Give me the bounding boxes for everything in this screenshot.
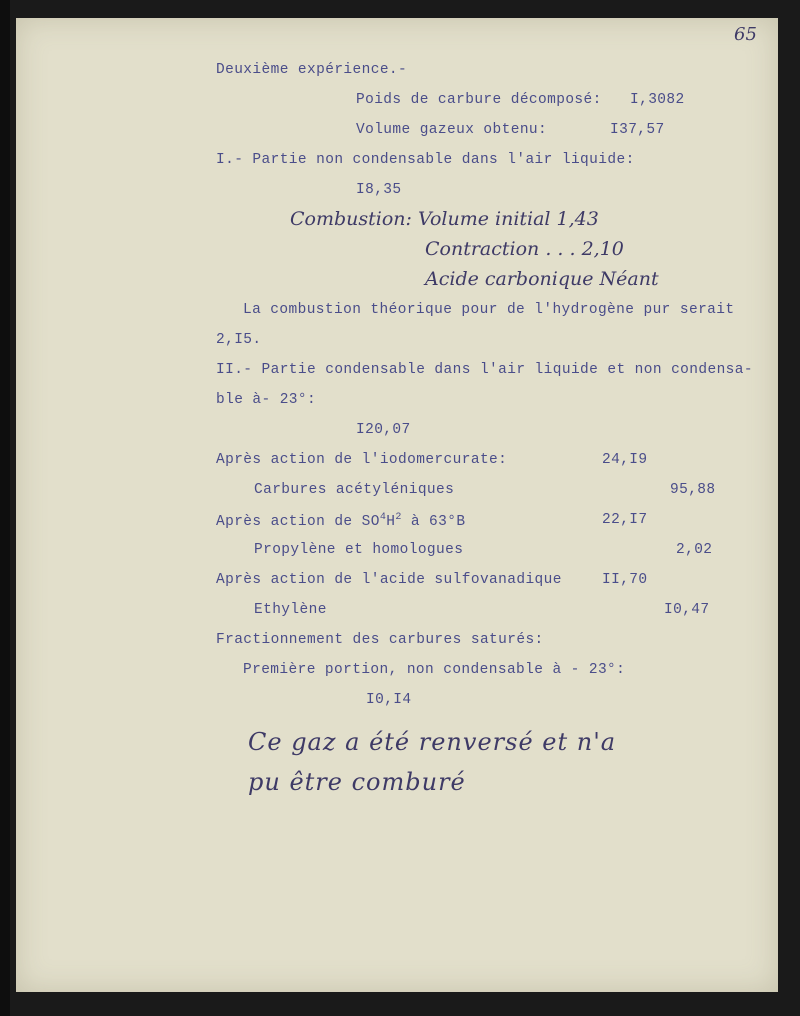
hand-acide-line: Acide carbonique Néant [425, 268, 659, 290]
part2-line-1: II.- Partie condensable dans l'air liquide et non condensa- [216, 362, 753, 378]
hand-note-line-1: Ce gaz a été renversé et n'a [248, 728, 617, 756]
row3-value: 22,I7 [602, 512, 648, 528]
row5-label: Après action de l'acide sulfovanadique [216, 572, 562, 588]
row3-label-a: Après action de SO [216, 514, 380, 530]
theorique-line-2: 2,I5. [216, 332, 262, 348]
row4-value: 2,02 [676, 542, 713, 558]
row3-sup-1: 4 [379, 512, 387, 523]
experiment-heading: Deuxième expérience.- [216, 62, 408, 78]
row3-label [216, 512, 465, 530]
poids-value: I,3082 [630, 92, 685, 108]
row4-label: Propylène et homologues [254, 542, 464, 558]
theorique-line-1: La combustion théorique pour de l'hydrogène pur serait [243, 302, 735, 318]
row3-label-b: H [386, 514, 396, 530]
hand-note-line-2: pu être comburé [248, 768, 466, 796]
row1-value: 24,I9 [602, 452, 648, 468]
hand-contraction-line: Contraction . . . 2,10 [425, 238, 624, 260]
volume-value: I37,57 [610, 122, 665, 138]
row2-value: 95,88 [670, 482, 716, 498]
premiere-portion: Première portion, non condensable à - 23°: [243, 662, 626, 678]
hand-combustion-line: Combustion: Volume initial 1,43 [290, 208, 599, 230]
volume-label: Volume gazeux obtenu: [356, 122, 548, 138]
page-number: 65 [734, 24, 757, 45]
row6-value: I0,47 [664, 602, 710, 618]
part1-value: I8,35 [356, 182, 402, 198]
part2-value: I20,07 [356, 422, 411, 438]
row5-value: II,70 [602, 572, 648, 588]
premiere-value: I0,I4 [366, 692, 412, 708]
row1-label: Après action de l'iodomercurate: [216, 452, 508, 468]
poids-label: Poids de carbure décomposé: [356, 92, 602, 108]
row3-sup-2: 2 [395, 512, 402, 523]
fraction-heading: Fractionnement des carbures saturés: [216, 632, 544, 648]
row3-label-c: à 63°B [401, 514, 466, 530]
row6-label: Ethylène [254, 602, 327, 618]
row2-label: Carbures acétyléniques [254, 482, 455, 498]
scan-edge [0, 0, 10, 1016]
part1-heading: I.- Partie non condensable dans l'air liquide: [216, 152, 635, 168]
part2-line-2: ble à- 23°: [216, 392, 317, 408]
